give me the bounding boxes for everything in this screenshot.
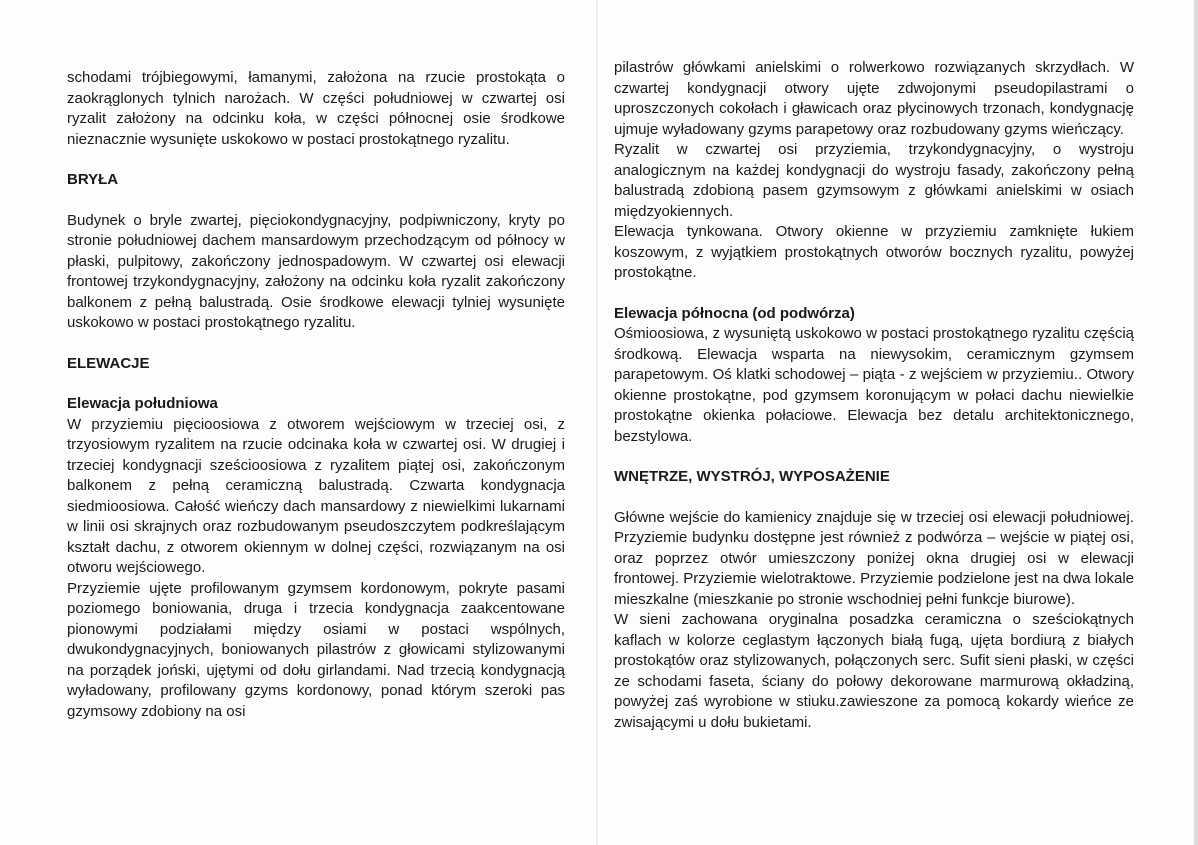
right-page-column: [614, 58, 1134, 733]
paragraph-poludniowa-2: Przyziemie ujęte profilowanym gzymsem kordonowym, pokryte pasami poziomego boniowania, druga i trzecia kondygnacja zaakcentowane pionowymi podziałami między osiami w postaci wspólnych, dwukondygnacyjnych, boniowanych pilastrów z głowicami stylizowanymi na porządek joński, ujętymi od dołu girlandami. Nad trzecią kondygnacją wyładowany, profilowany gzyms kordonowy, ponad którym szeroki pas gzymsowy zdobiony na osi: [67, 579, 565, 720]
heading-wnetrze: WNĘTRZE, WYSTRÓJ, WYPOSAŻENIE: [614, 468, 890, 485]
paragraph-intro: schodami trójbiegowymi, łamanymi, założona na rzucie prostokąta o zaokrąglonych tylnich narożach. W części południowej w czwartej osi ryzalit założony na odcinku koła, w części północnej osie środkowe nieznacznie wysunięte uskokowo w postaci prostokątnego ryzalitu.: [67, 69, 565, 148]
paragraph-poludniowa-1: W przyziemiu pięcioosiowa z otworem wejściowym w trzeciej osi, z trzyosiowym ryzalitem na rzucie odcinaka koła w czwartej osi. W drugiej i trzeciej kondygnacji sześcioosiowa z ryzalitem piątej osi, zakończonym balkonem z pełną ceramiczną balustradą. Czwarta kondygnacja siedmioosiowa. Całość wieńczy dach mansardowy z niewielkimi lukarnami w linii osi skrajnych oraz rozbudowanym pseudoszczytem podkreślającym kształt dachu, z otworem okiennym w dolnej części, rozwiązanym na osi otworu wejściowego.: [67, 415, 565, 576]
paragraph-wnetrze-2: W sieni zachowana oryginalna posadzka ceramiczna o sześciokątnych kaflach w kolorze ceglastym łączonych białą fugą, ujęta bordiurą z białych prostokątów oraz stylizowanych, połączonych serc. Sufit sieni płaski, w części ze schodami faseta, ściany do połowy dekorowane marmurową okładziną, powyżej zaś wyrobione w stiuku.zawieszone za pomocą kokardy wieńce ze zwisającymi u dołu bukietami.: [614, 611, 1134, 731]
paragraph-wnetrze-1: Główne wejście do kamienicy znajduje się w trzeciej osi elewacji południowej. Przyziemie budynku dostępne jest również z podwórza – wejście w piątej osi, oraz poprzez otwór umieszczony poniżej okna drugiej osi w elewacji frontowej. Przyziemie wielotraktowe. Przyziemie podzielone jest na dwa lokale mieszkalne (mieszkanie po stronie wschodniej pełni funkcje biurowe).: [614, 508, 1134, 608]
heading-bryla: BRYŁA: [67, 171, 119, 188]
paragraph-continuation: pilastrów główkami anielskimi o rolwerkowo rozwiązanych skrzydłach. W czwartej kondygnacji otwory ujęte zdwojonymi pseudopilastrami o uproszczonych cokołach i gławicach oraz płycinowych trzonach, kondygnację ujmuje wyładowany gzyms parapetowy oraz rozbudowany gzyms wieńczący.: [614, 59, 1134, 138]
page-edge: [1194, 0, 1198, 845]
subheading-elewacja-polnocna: Elewacja północna (od podwórza): [614, 304, 855, 322]
page-fold: [596, 0, 598, 845]
paragraph-ryzalit: Ryzalit w czwartej osi przyziemia, trzykondygnacyjny, o wystroju analogicznym na każdej kondygnacji do wystroju fasady, zakończony pełną balustradą zdobioną pasem gzymsowym z główkami anielskimi w osiach międzyokiennych.: [614, 141, 1134, 220]
paragraph-polnocna: Ośmioosiowa, z wysuniętą uskokowo w postaci prostokątnego ryzalitu częścią środkową. Elewacja wsparta na niewysokim, ceramicznym gzymsem parapetowym. Oś klatki schodowej – piąta - z wejściem w przyziemiu.. Otwory okienne prostokątne, pod gzymsem koronującym w połaci dachu niewielkie prostokątne okienka połaciowe. Elewacja bez detalu architektonicznego, bezstylowa.: [614, 325, 1134, 445]
subheading-elewacja-poludniowa: Elewacja południowa: [67, 395, 218, 412]
paragraph-tynk: Elewacja tynkowana. Otwory okienne w przyziemiu zamknięte łukiem koszowym, z wyjątkiem prostokątnych otworów bocznych ryzalitu, powyżej prostokątne.: [614, 223, 1134, 281]
heading-elewacje: ELEWACJE: [67, 354, 150, 372]
paragraph-bryla: Budynek o bryle zwartej, pięciokondygnacyjny, podpiwniczony, kryty po stronie południowej dachem mansardowym przechodzącym od północy w płaski, pulpitowy, zakończony jednospadowym. W czwartej osi elewacji frontowej trzykondygnacyjny, założony na odcinku koła ryzalit zakończony balkonem z pełną balustradą. Osie środkowe elewacji tylniej wysunięte uskokowo w postaci prostokątnego ryzalitu.: [67, 211, 565, 331]
left-page-column: [67, 68, 565, 722]
